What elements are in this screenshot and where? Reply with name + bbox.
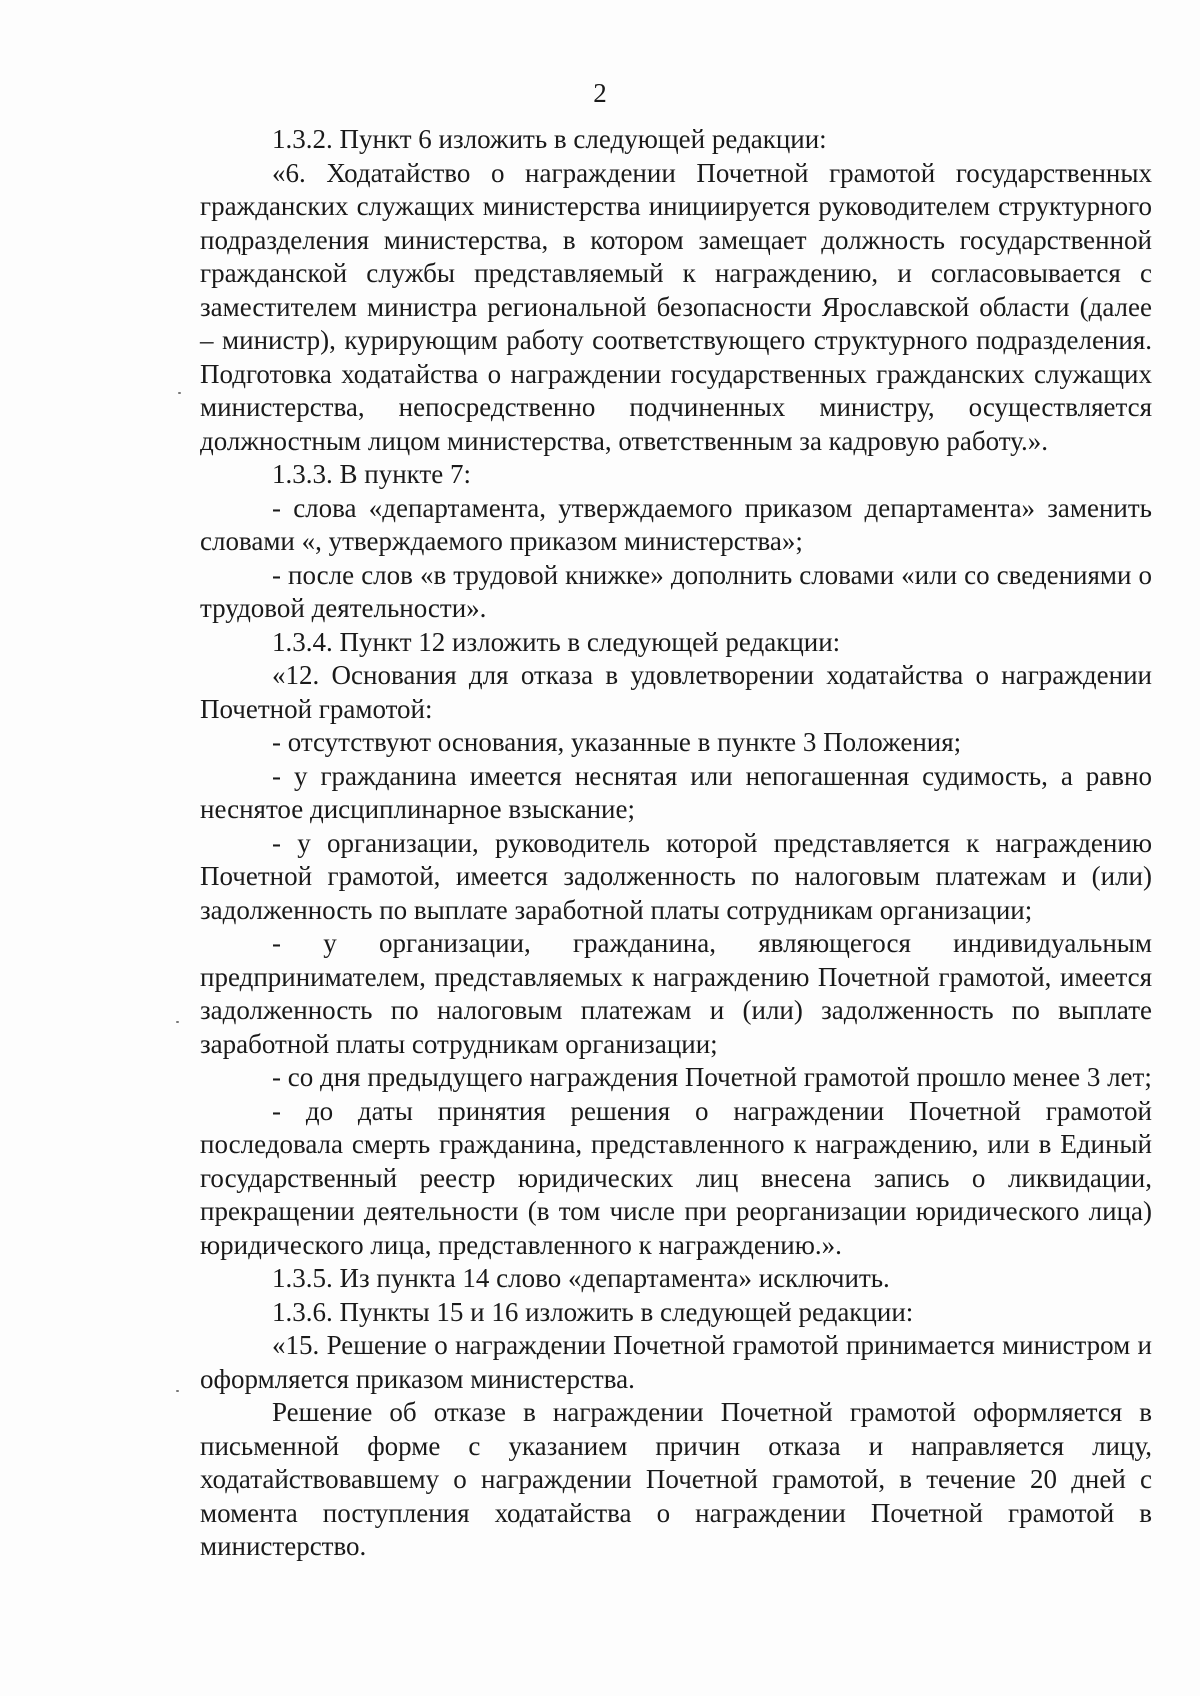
paragraph-1-3-3: 1.3.3. В пункте 7: — [272, 459, 471, 489]
paragraph-1-3-5: 1.3.5. Из пункта 14 слово «департамента» исключить. — [272, 1263, 890, 1293]
paragraph-point-6: «6. Ходатайство о награждении Почетной грамотой государственных гражданских служащих министерства инициируется руководителем структурного подразделения министерства, в котором замещает должность государственной гражданской службы представляемый к награждению, и согласовывается с заместителем министра региональной безопасности Ярославской области (далее – министр), курирующим работу соответствующего структурного подразделения. Подготовка ходатайства о награждении государственных гражданских служащих министерства, непосредственно подчиненных министру, осуществляется должностным лицом министерства, ответственным за кадровую работу.». — [200, 157, 1152, 456]
paragraph-after-words: - после слов «в трудовой книжке» дополнить словами «или со сведениями о трудовой деятельности». — [200, 559, 1152, 623]
list-item-entrepreneur-debt: - у организации, гражданина, являющегося индивидуальным предпринимателем, представляемых к награждению Почетной грамотой, имеется задолженность по налоговым платежам и (или) задолженность по выплате заработной платы сотрудникам организации; — [200, 928, 1152, 1059]
paragraph-1-3-2: 1.3.2. Пункт 6 изложить в следующей редакции: — [272, 124, 827, 154]
paragraph-point-15: «15. Решение о награждении Почетной грамотой принимается министром и оформляется приказом министерства. — [200, 1330, 1152, 1394]
scan-speck — [176, 1021, 179, 1023]
scan-speck — [178, 392, 181, 394]
paragraph-1-3-6: 1.3.6. Пункты 15 и 16 изложить в следующей редакции: — [272, 1296, 914, 1327]
list-item-organization-debt: - у организации, руководитель которой представляется к награждению Почетной грамотой, имеется задолженность по налоговым платежам и (или) задолженность по выплате заработной платы сотрудникам организации; — [200, 827, 1152, 925]
list-item-three-years: - со дня предыдущего награждения Почетной грамотой прошло менее 3 лет; — [272, 1062, 1152, 1092]
scan-speck — [176, 1390, 179, 1392]
list-item-criminal-record: - у гражданина имеется неснятая или непогашенная судимость, а равно неснятое дисциплинарное взыскание; — [200, 760, 1152, 824]
paragraph-1-3-4: 1.3.4. Пункт 12 изложить в следующей редакции: — [272, 626, 841, 657]
list-item-death-liquidation: - до даты принятия решения о награждении Почетной грамотой последовала смерть гражданина, представленного к награждению, или в Единый государственный реестр юридических лиц внесена запись о ликвидации, прекращении деятельности (в том числе при реорганизации юридического лица) юридического лица, представленного к награждению.». — [200, 1095, 1152, 1260]
paragraph-refusal-decision: Решение об отказе в награждении Почетной грамотой оформляется в письменной форме с указанием причин отказа и направляется лицу, ходатайствовавшему о награждении Почетной грамотой, в течение 20 дней с момента поступления ходатайства о награждении Почетной грамотой в министерство. — [200, 1397, 1152, 1561]
list-item-no-grounds: - отсутствуют основания, указанные в пункте 3 Положения; — [272, 727, 962, 757]
page-number: 2 — [593, 78, 607, 108]
paragraph-words-replace: - слова «департамента, утверждаемого приказом департамента» заменить словами «, утверждаемого приказом министерства»; — [200, 492, 1152, 556]
paragraph-point-12: «12. Основания для отказа в удовлетворении ходатайства о награждении Почетной грамотой: — [200, 660, 1152, 724]
document-body — [200, 123, 1152, 1564]
